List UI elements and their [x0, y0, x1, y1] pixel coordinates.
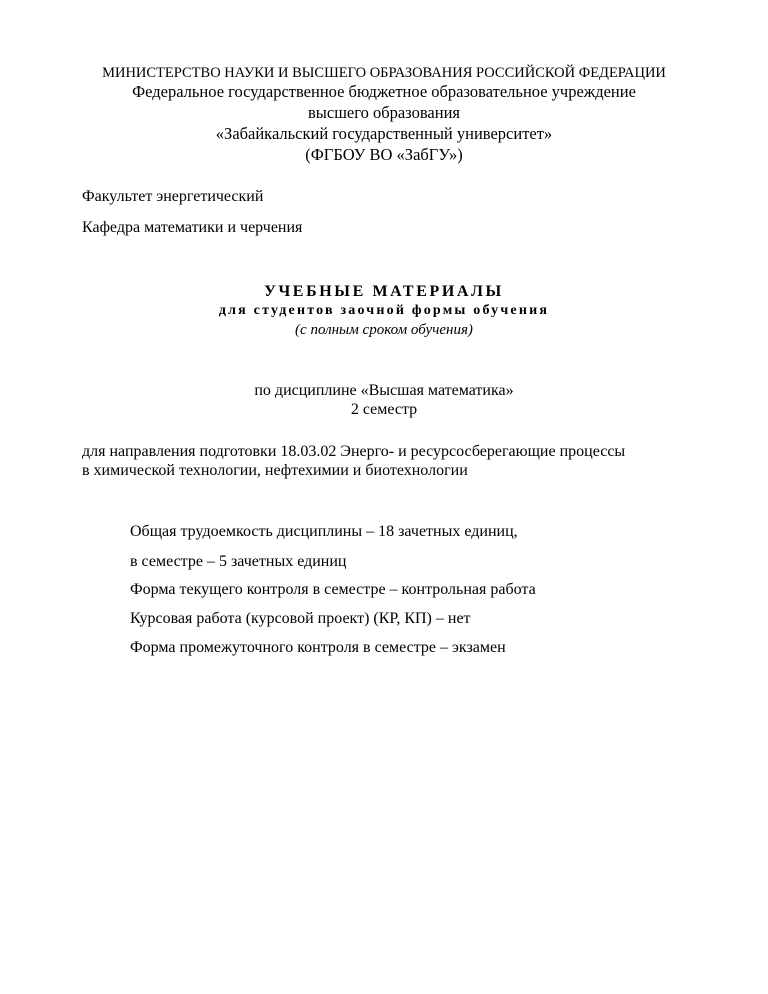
institution-type-line2: высшего образования: [308, 103, 460, 122]
faculty: Факультет энергетический: [82, 188, 264, 205]
institution-type-line1: Федеральное государственное бюджетное образовательное учреждение: [132, 82, 636, 101]
detail-semester-credits: в семестре – 5 зачетных единиц: [130, 553, 347, 570]
document-note: (с полным сроком обучения): [295, 322, 473, 338]
direction-line1: для направления подготовки 18.03.02 Энерго- и ресурсосберегающие процессы: [82, 443, 626, 460]
document-title: УЧЕБНЫЕ МАТЕРИАЛЫ: [264, 283, 504, 300]
university-name: «Забайкальский государственный университет»: [215, 124, 553, 143]
university-abbreviation: (ФГБОУ ВО «ЗабГУ»): [305, 145, 463, 164]
detail-intermediate-control: Форма промежуточного контроля в семестре – экзамен: [130, 639, 506, 656]
ministry-name: МИНИСТЕРСТВО НАУКИ И ВЫСШЕГО ОБРАЗОВАНИЯ РОССИЙСКОЙ ФЕДЕРАЦИИ: [102, 65, 666, 81]
direction-line2: в химической технологии, нефтехимии и биотехнологии: [82, 462, 468, 479]
discipline-line: по дисциплине «Высшая математика»: [254, 382, 514, 399]
department: Кафедра математики и черчения: [82, 219, 303, 236]
semester-line: 2 семестр: [350, 401, 418, 418]
detail-course-work: Курсовая работа (курсовой проект) (КР, КП) – нет: [130, 610, 471, 627]
detail-current-control: Форма текущего контроля в семестре – контрольная работа: [130, 581, 536, 598]
document-subtitle: для студентов заочной формы обучения: [218, 303, 550, 318]
detail-total-credits: Общая трудоемкость дисциплины – 18 зачетных единиц,: [130, 523, 518, 540]
